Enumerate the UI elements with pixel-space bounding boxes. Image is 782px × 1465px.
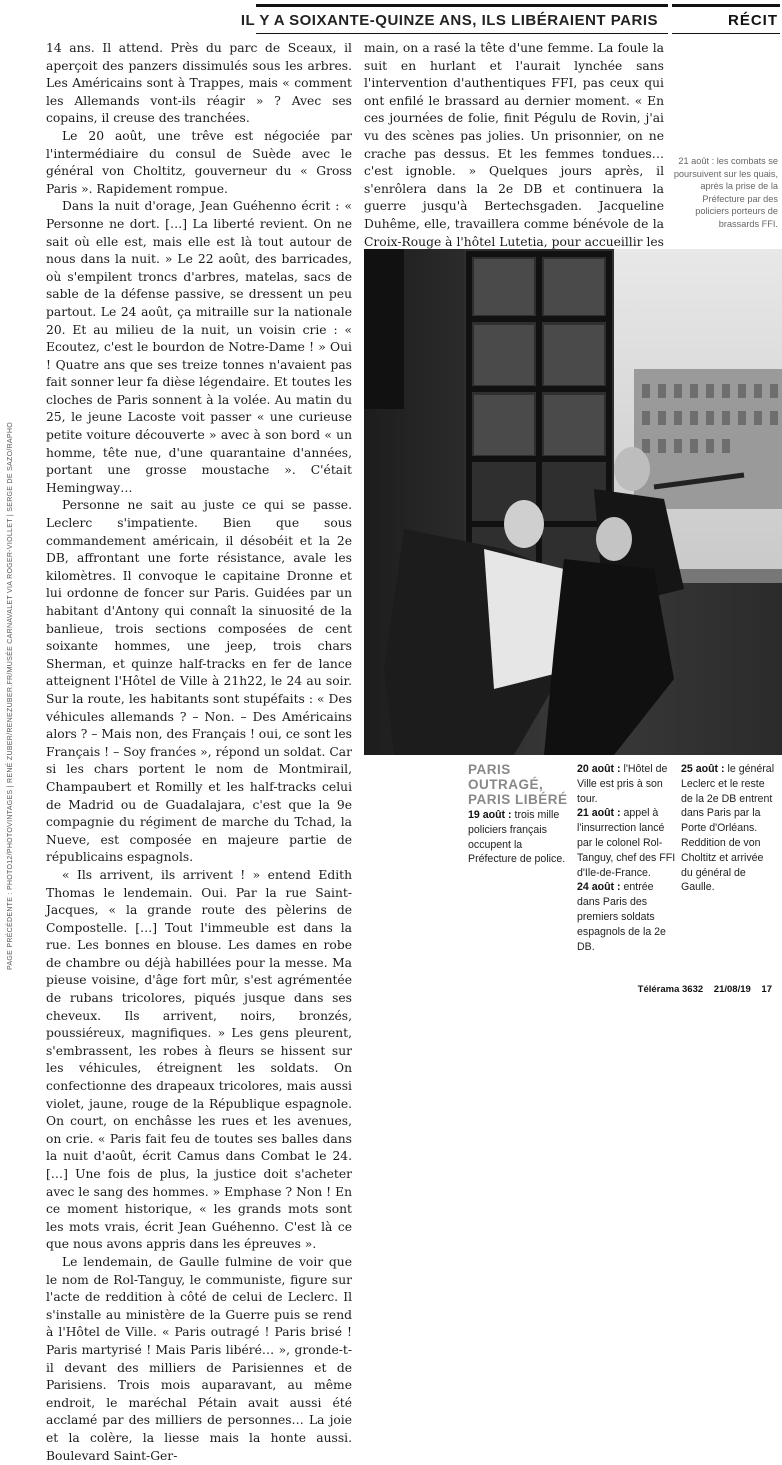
timeline-column-3: [681, 762, 777, 895]
historic-photo: [364, 249, 782, 755]
timeline-entry: [577, 762, 677, 806]
paragraph: Le 20 août, une trêve est négociée par l'intermédiaire du consul de Suède avec le général von Choltitz, gouverneur du « Gross Paris ». Rapidement rompue.: [46, 128, 352, 196]
timeline-entry: [468, 808, 568, 867]
timeline-title: PARIS OUTRAGÉ, PARIS LIBÉRÉ: [468, 762, 568, 807]
issue-date: 21/08/19: [713, 984, 751, 995]
paragraph: Personne ne sait au juste ce qui se passe. Leclerc s'impatiente. Bien que sous commandement américain, il désobéit et la 2e DB, affrontant une forte résistance, avale les kilomètres. Il convoque le capitaine Dronne et lui ordonne de foncer sur Paris. Guidées par un habitant d'Antony qui connaît la sinuosité de la banlieue, trois sections composées de cent soixante hommes, une jeep, trois chars Sherman, et quinze half-tracks en fer de lance atteignent l'Hôtel de Ville à 21h22, le 24 au soir. Sur la route, les habitants sont stupéfaits : « Des véhicules allemands ? – Non. – Des Américains alors ? – Mais non, des Français ! oui, ce sont les Français ! – Soy franćes », répond un soldat. Car si les chars portent le nom de Montmirail, Champaubert et Romilly et les half-tracks celui de Madrid ou de Guadalajara, c'est que la 9e compagnie du régiment de marche du Tchad, la Nueve, est composée en majeure partie de républicains espagnols.: [46, 498, 352, 865]
timeline-text: le général Leclerc et le reste de la 2e DB entrent dans Paris par la Porte d'Orléans. Reddition de von Choltitz et arrivée du général de Gaulle.: [681, 763, 775, 894]
page-number: 17: [761, 984, 772, 995]
timeline-date: 25 août :: [681, 763, 725, 775]
timeline-entry: [577, 880, 677, 954]
timeline-text: trois mille policiers français occupent la Préfecture de police.: [468, 809, 566, 866]
timeline-date: 21 août :: [577, 807, 621, 820]
photo-illustration: [364, 249, 782, 755]
timeline-entry: [681, 762, 777, 895]
paragraph: main, on a rasé la tête d'une femme. La foule la suit en hurlant et l'aurait lynchée sans l'intervention d'authentiques FFI, pas ceux qui ont enfilé le brassard au dernier moment. « En ces journées de folie, finit Pégulu de Rovin, j'ai vu des scènes pas jolies. Un prisonnier, on ne crache pas dessus. Et les femmes tondues… c'est ignoble. » Quelques jours après, il s'enrôlera dans la 2e DB et continuera la guerre jusqu'à Bertechsgaden. Jacqueline Duhême, elle, travaillera comme bénévole de la Croix-Rouge à l'hôtel Lutetia, pour accueillir les: [364, 41, 664, 249]
page-footer: [630, 984, 772, 995]
paragraph: Le lendemain, de Gaulle fulmine de voir que le nom de Rol-Tanguy, le communiste, figure sur l'acte de reddition à côté de celui de Leclerc. Il s'installe au ministère de la Guerre puis se rend à l'Hôtel de Ville. « Paris outragé ! Paris brisé ! Paris martyrisé ! Mais Paris libéré… », gronde-t-il devant des milliers de Parisiennes et de Parisiens. Trois mois auparavant, au même endroit, le maréchal Pétain avait aussi été acclamé par des milliers de personnes… La joie et la colère, la liesse mais la honte aussi. Boulevard Saint-Ger-: [46, 1254, 352, 1463]
timeline-entry: [577, 806, 677, 880]
rubric-bar: [672, 4, 780, 34]
photo-credits: PAGE PRÉCÉDENTE : PHOTO12/PHOTOVINTAGES | RENÉ ZUBER/RENEZUBER.FR/MUSÉE CARNAVALET VIA ROGER-VIOLLET | SERGE DE SAZO/RAPHO: [7, 422, 14, 970]
magazine-issue: Télérama 3632: [637, 984, 704, 995]
photo-caption: 21 août : les combats se poursuivent sur les quais, après la prise de la Préfecture par des policiers porteurs de brassards FFI.: [673, 156, 778, 229]
section-title: IL Y A SOIXANTE-QUINZE ANS, ILS LIBÉRAIENT PARIS: [240, 12, 658, 29]
timeline-text: l'Hôtel de Ville est pris à son tour.: [577, 763, 668, 805]
paragraph: Dans la nuit d'orage, Jean Guéhenno écrit : « Personne ne dort. […] La liberté revient. On ne sait où elle est, mais elle est là tout autour de nous dans la nuit. » Le 22 août, des barricades, où s'empilent troncs d'arbres, matelas, sacs de sable de la défense passive, se dressent un peu partout. Le 24 août, ça mitraille sur la nationale 20. Et au milieu de la nuit, un voisin crie : « Ecoutez, c'est le bourdon de Notre-Dame ! » Oui ! Quatre ans que ses treize tonnes n'avaient pas fait sonner leur fa dièse légendaire. Et toutes les cloches de Paris sonnent à la volée. Au matin du 25, le jeune Lacoste voit passer « une curieuse petite voiture découverte » avec à son bord « un homme, tête nue, d'une quarantaine d'années, portant une grosse moustache ». C'était Hemingway…: [46, 199, 352, 495]
timeline-date: 24 août :: [577, 881, 621, 894]
timeline-date: 20 août :: [577, 763, 621, 775]
paragraph: « Ils arrivent, ils arrivent ! » entend Edith Thomas le lendemain. Oui. Par la rue Saint-Jacques, « la grande route des pèlerins de Compostelle. […] Tout l'immeuble est dans la rue. Les bonnes en blouse. Les dames en robe de chambre ou déjà habillées pour la messe. Ma pieuse voisine, d'âge fort mûr, s'est agrémentée de rubans tricolores, piqués jusque dans ses cheveux. Ils arrivent, noirs, bronzés, poussiéreux, magnifiques. » Les gens pleurent, s'embrassent, les robes à fleurs se hissent sur les véhicules, étreignent les soldats. On confectionne des drapeaux tricolores, mais aussi violet, jaune, rouge de la République espagnole. On court, on enchâsse les rues et les avenues, on crie. « Paris fait feu de toutes ses balles dans la nuit d'août, écrit Camus dans Combat le 24. […] Une fois de plus, la justice doit s'acheter avec le sang des hommes. » Emphase ? Non ! En ce moment historique, « les grands mots sont les mots vrais, écrit Jean Guéhenno. C'est là ce que nous avons appris dans les épreuves ».: [46, 867, 352, 1252]
paragraph: 14 ans. Il attend. Près du parc de Sceaux, il aperçoit des panzers dissimulés sous les arbres. Les Américains sont à Trappes, mais « comment les Allemands vont-ils réagir » ? Avec ses copains, il creuse des tranchées.: [46, 41, 352, 126]
timeline-date: 19 août :: [468, 809, 512, 821]
article-column-1: [46, 40, 352, 1465]
rubric-label: RÉCIT: [728, 12, 778, 29]
timeline-text: entrée dans Paris des premiers soldats espagnols de la 2e DB.: [577, 881, 666, 953]
timeline-text: appel à l'insurrection lancé par le colonel Rol-Tanguy, chef des FFI d'Ile-de-France.: [577, 807, 676, 879]
section-header-bar: [240, 4, 668, 34]
timeline-column-2: [577, 762, 677, 954]
